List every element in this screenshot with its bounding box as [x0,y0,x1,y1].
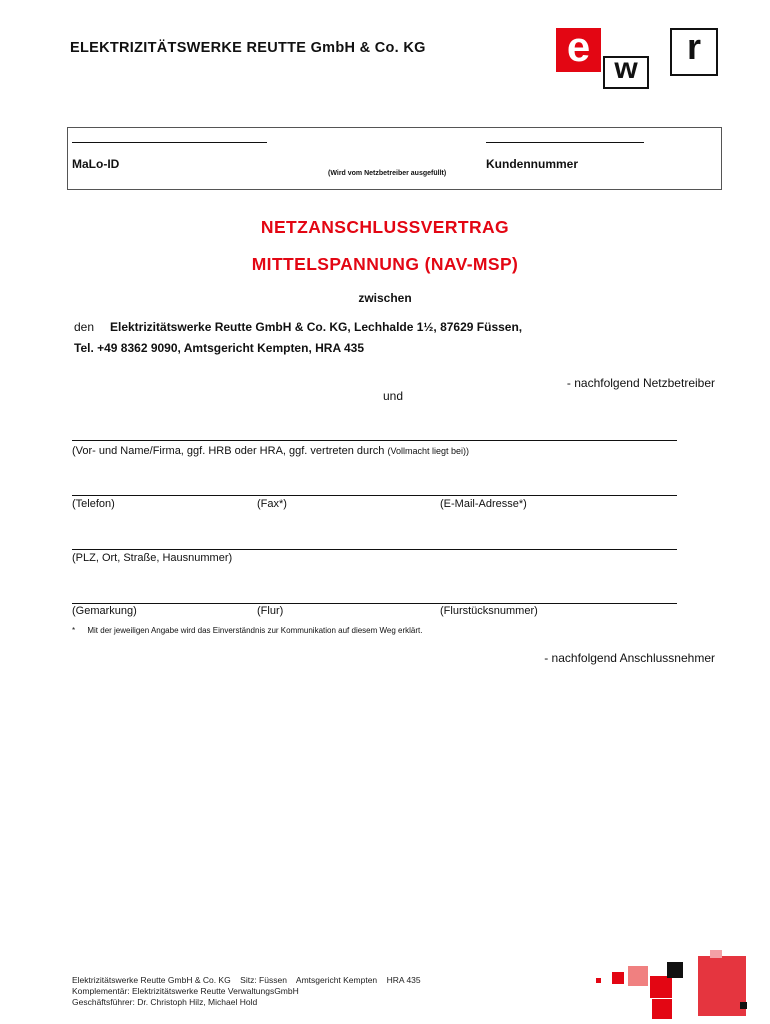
footnote-text: Mit der jeweiligen Angabe wird das Einverständnis zur Kommunikation auf diesem Weg erklärt. [87,626,423,635]
zwischen-text: zwischen [358,291,412,305]
id-box [67,127,722,190]
deco-square [612,972,624,984]
kundennummer-line[interactable] [486,142,644,143]
parcel-field-line[interactable] [72,603,677,604]
malo-id-label: MaLo-ID [72,157,120,171]
deco-square [652,999,672,1019]
footer-line-komplementaer: Komplementär: Elektrizitätswerke Reutte VerwaltungsGmbH [72,986,299,996]
company-header: ELEKTRIZITÄTSWERKE REUTTE GmbH & Co. KG [70,40,426,56]
malo-id-line[interactable] [72,142,267,143]
logo-letter-e: e [556,28,601,72]
contract-title: NETZANSCHLUSSVERTRAG [260,217,510,237]
fax-label: (Fax*) [257,498,287,510]
address-label: (PLZ, Ort, Straße, Hausnummer) [72,552,233,564]
telefon-label: (Telefon) [72,498,115,510]
anschlussnehmer-text: - nachfolgend Anschlussnehmer [544,651,715,665]
deco-square [698,956,746,1016]
footnote [72,626,422,635]
den-text: den [74,320,95,334]
flur-label: (Flur) [257,605,284,617]
id-box-note: (Wird vom Netzbetreiber ausgefüllt) [328,170,447,177]
name-field-label [72,445,469,457]
contact-field-line[interactable] [72,495,677,496]
name-field-line[interactable] [72,440,677,441]
email-label: (E-Mail-Adresse*) [440,498,527,510]
logo-letter-w: w [603,56,649,89]
footer-line-geschaeftsfuehrer: Geschäftsführer: Dr. Christoph Hilz, Michael Hold [72,997,258,1007]
logo-letter-r: r [670,28,718,76]
name-field-label-main: (Vor- und Name/Firma, ggf. HRB oder HRA, ggf. vertreten durch [72,445,385,457]
und-text: und [383,389,404,403]
deco-square [650,976,672,998]
footer-line-company: Elektrizitätswerke Reutte GmbH & Co. KG Sitz: Füssen Amtsgericht Kempten HRA 435 [72,975,421,985]
flurstueck-label: (Flurstücksnummer) [440,605,538,617]
footnote-star: * [72,626,76,635]
gemarkung-label: (Gemarkung) [72,605,137,617]
operator-address: Elektrizitätswerke Reutte GmbH & Co. KG, Lechhalde 1½, 87629 Füssen, [110,320,523,334]
name-field-label-note: (Vollmacht liegt bei)) [387,446,470,456]
contract-subtitle: MITTELSPANNUNG (NAV-MSP) [251,254,519,274]
deco-square [710,950,722,958]
address-field-line[interactable] [72,549,677,550]
deco-square [596,978,601,983]
kundennummer-label: Kundennummer [486,157,579,171]
footer [72,975,421,1008]
operator-contact: Tel. +49 8362 9090, Amtsgericht Kempten, HRA 435 [74,341,365,355]
netzbetreiber-text: - nachfolgend Netzbetreiber [566,376,715,390]
deco-square [740,1002,747,1009]
deco-square [628,966,648,986]
deco-square [667,962,683,978]
